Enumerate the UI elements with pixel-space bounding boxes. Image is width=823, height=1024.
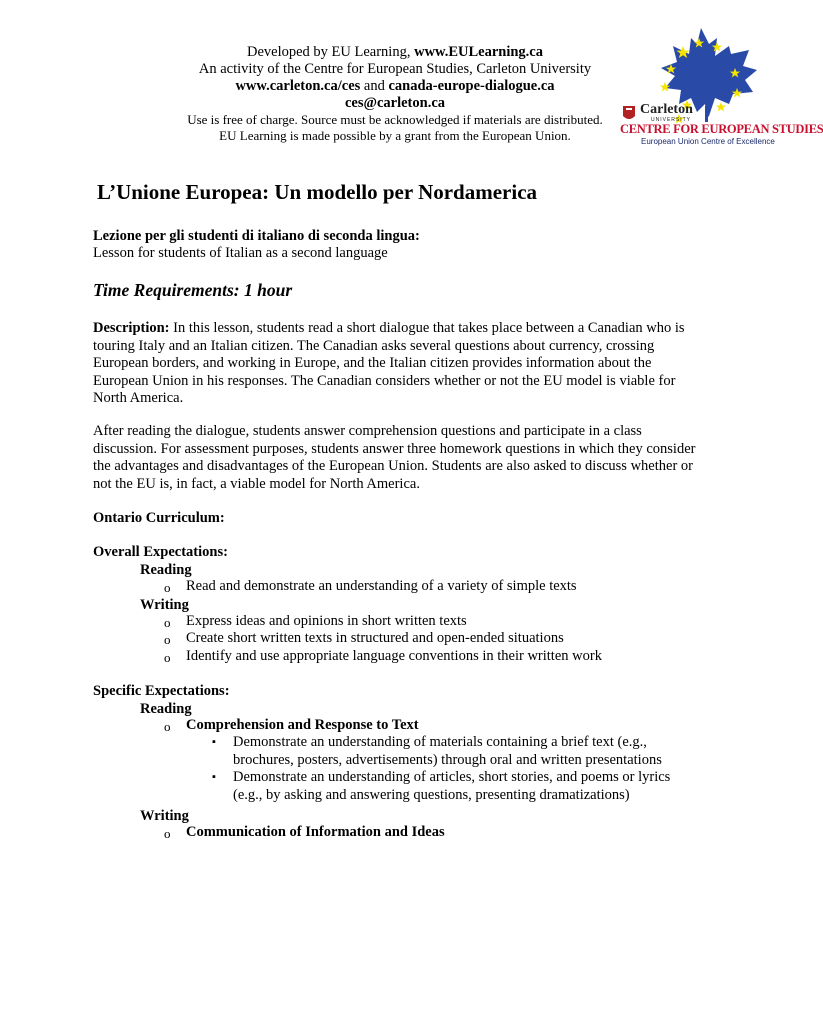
list-bullet: o [164,826,171,841]
page-title: L’Unione Europea: Un modello per Nordamerica [97,180,538,204]
communication-heading: Communication of Information and Ideas [186,824,445,840]
list-item: Identify and use appropriate language conventions in their written work [186,648,602,664]
logo-university: UNIVERSITY [651,117,692,123]
logo-carleton: Carleton [640,102,693,117]
list-bullet: o [164,632,171,647]
overall-reading-heading: Reading [140,562,192,578]
header-line-3: www.carleton.ca/ces and canada-europe-dialogue.ca [235,78,555,94]
subtitle-english: Lesson for students of Italian as a second language [93,245,388,261]
header-line-2: An activity of the Centre for European Studies, Carleton University [198,61,592,77]
list-item: Read and demonstrate an understanding of a variety of simple texts [186,578,577,594]
list-item: Express ideas and opinions in short written texts [186,613,467,629]
comprehension-heading: Comprehension and Response to Text [186,717,419,733]
header-line-6: EU Learning is made possible by a grant from the European Union. [219,127,571,143]
overall-writing-heading: Writing [140,597,189,613]
carleton-crest-icon [623,106,635,119]
eulearning-link[interactable]: www.EULearning.ca [414,44,543,60]
overall-expectations-heading: Overall Expectations: [93,544,228,560]
specific-expectations-heading: Specific Expectations: [93,683,230,699]
list-item: Demonstrate an understanding of articles, short stories, and poems or lyrics (e.g., by asking and answering questions, presenting dramatizations) [233,769,671,803]
description-label: Description: [93,320,170,336]
list-bullet: o [164,719,171,734]
logo-tagline: European Union Centre of Excellence [641,137,775,146]
list-item: Create short written texts in structured and open-ended situations [186,630,564,646]
list-bullet: o [164,580,171,595]
header-line-5: Use is free of charge. Source must be acknowledged if materials are distributed. [187,112,603,127]
canada-europe-dialogue-link[interactable]: canada-europe-dialogue.ca [388,78,555,94]
carleton-ces-link[interactable]: www.carleton.ca/ces [235,78,361,94]
after-reading-paragraph: After reading the dialogue, students answer comprehension questions and participate in a class discussion. For assessment purposes, students answer three homework questions in which they consider the advantages and disadvantages of the European Union. Students are also asked to discuss whether or not the EU is, in fact, a viable model for North America. [93,423,696,492]
description-paragraph: Description: In this lesson, students read a short dialogue that takes place between a Canadian who is touring Italy and an Italian citizen. The Canadian asks several questions about currency, crossing European borders, and working in Europe, and the Italian citizen provides information about the European Union in his responses. The Canadian considers whether or not the EU model is viable for North America. [93,320,685,406]
list-bullet: o [164,615,171,630]
specific-writing-heading: Writing [140,808,189,824]
lesson-subtitle [93,228,420,262]
ces-logo [617,24,823,152]
list-bullet: ▪ [212,771,216,783]
header [150,44,640,143]
header-line-4 [150,95,640,112]
ontario-curriculum-heading: Ontario Curriculum: [93,510,225,526]
list-bullet: ▪ [212,736,216,748]
list-bullet: o [164,650,171,665]
logo-centre: CENTRE FOR EUROPEAN STUDIES [620,122,823,136]
list-item: Demonstrate an understanding of materials containing a brief text (e.g., brochures, posters, advertisements) through oral and written presentations [233,734,662,768]
specific-reading-heading: Reading [140,701,192,717]
header-line-1: Developed by EU Learning, www.EULearning.ca [246,44,543,60]
email-link[interactable]: ces@carleton.ca [344,95,446,111]
subtitle-italian: Lezione per gli studenti di italiano di seconda lingua: [93,228,420,244]
time-requirements: Time Requirements: 1 hour [93,280,293,300]
